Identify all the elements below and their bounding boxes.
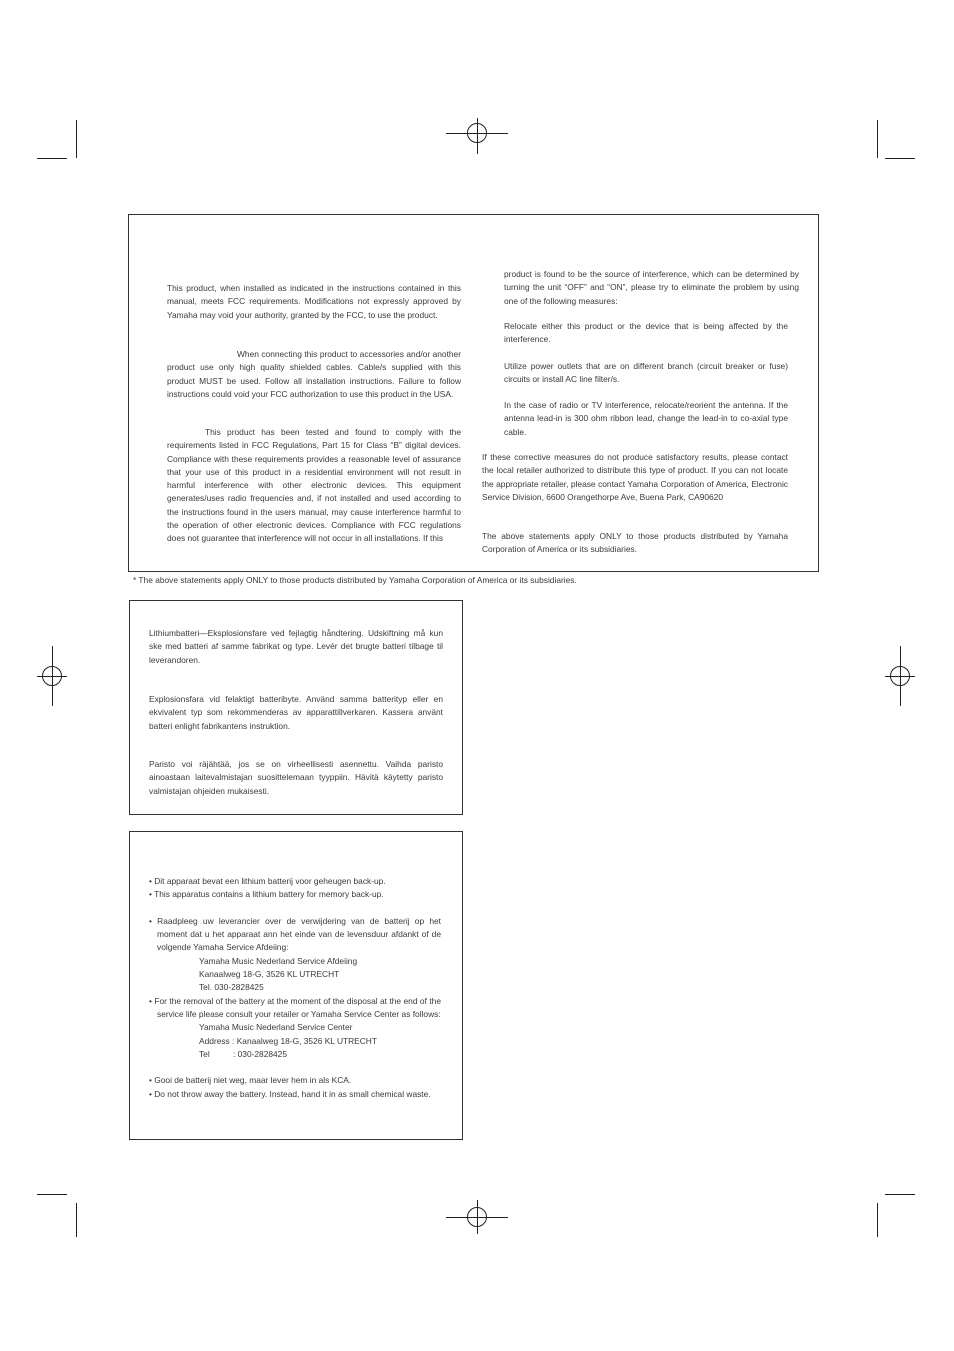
list-item: • Dit apparaat bevat een lithium batterij voor geheugen back-up. (149, 876, 386, 886)
battery-disposal-list (149, 875, 441, 1101)
address-line: Yamaha Music Nederland Service Afdeiing (199, 955, 358, 966)
list-item: • Do not throw away the battery. Instead, hand it in as small chemical waste. (149, 1088, 431, 1099)
fcc-measure-2: Utilize power outlets that are on different branch (circuit breaker or fuse) circuits or install AC line filter/s. (504, 361, 788, 385)
fcc-paragraph-2: When connecting this product to accessories and/or another product use only high quality shielded cables. Cable/s supplied with this product MUST be used. Follow all installation instructions. Failure to follow instructions could void your FCC authorization to use this product in the USA. (167, 349, 461, 399)
crop-mark (76, 120, 77, 158)
fcc-paragraph-1: This product, when installed as indicated in the instructions contained in this manual, meets FCC requirements. Modifications not expressly approved by Yamaha may void your authority, granted by the FCC, to use the product. (167, 283, 461, 320)
crop-mark (37, 158, 67, 159)
list-item: • Gooi de batterij niet weg, maar lever hem in als KCA. (149, 1075, 352, 1086)
crop-mark (37, 1194, 67, 1195)
spacer (149, 902, 441, 915)
list-item: • For the removal of the battery at the moment of the disposal at the end of the service life please consult your retailer or Yamaha Service Center as follows: (149, 995, 441, 1019)
list-item: • This apparatus contains a lithium battery for memory back-up. (149, 889, 384, 900)
crop-mark (76, 1203, 77, 1237)
registration-circle (467, 123, 487, 143)
crop-mark (885, 1194, 915, 1195)
address-line: Yamaha Music Nederland Service Center (199, 1022, 353, 1033)
fcc-paragraph-5: If these corrective measures do not produce satisfactory results, please contact the local retailer authorized to distribute this type of product. If you can not locate the appropriate retailer, please contact Yamaha Corporation of America, Electronic Service Division, 6600 Orangethorpe Ave, Buena Park, CA90620 (482, 452, 788, 502)
registration-circle (467, 1207, 487, 1227)
list-item: • Raadpleeg uw leverancier over de verwijdering van de batterij op het moment dat u het apparaat ann het einde van de levensduur afdankt of de volgende Yamaha Service Afdeiing: (149, 915, 441, 953)
address-line: Address : Kanaalweg 18-G, 3526 KL UTRECHT (199, 1035, 377, 1046)
fcc-footnote: * The above statements apply ONLY to those products distributed by Yamaha Corporation of America or its subsidiaries. (133, 575, 577, 585)
crop-mark (885, 158, 915, 159)
fcc-paragraph-6: The above statements apply ONLY to those products distributed by Yamaha Corporation of America or its subsidiaries. (482, 531, 788, 555)
fcc-measure-1: Relocate either this product or the device that is being affected by the interference. (504, 321, 788, 345)
address-line: Kanaalweg 18-G, 3526 KL UTRECHT (199, 969, 340, 980)
battery-warning-finnish: Paristo voi räjähtää, jos se on virheellisesti asennettu. Vaihda paristo ainoastaan laitevalmistajan suosittelemaan tyyppiin. Hävitä käytetty paristo valmistajan ohjeiden mukaisesti. (149, 759, 443, 796)
address-line: Tel. 030-2828425 (199, 982, 264, 993)
crop-mark (877, 1203, 878, 1237)
fcc-paragraph-3: This product has been tested and found to comply with the requirements listed in FCC Regulations, Part 15 for Class “B” digital devices. Compliance with these requirements provides a reasonable level of assurance that your use of this product in a residential environment will not result in harmful interference with other electronic devices. This equipment generates/uses radio frequencies and, if not installed and used according to the instructions found in the users manual, may cause interference harmful to the operation of other electronic devices. Compliance with FCC regulations does not guarantee that interference will not occur in all installations. If this (167, 427, 461, 544)
fcc-measure-3: In the case of radio or TV interference, relocate/reorient the antenna. If the antenna lead-in is 300 ohm ribbon lead, change the lead-in to co-axial type cable. (504, 400, 788, 437)
battery-warning-danish: Lithiumbatteri—Eksplosionsfare ved fejlagtig håndtering. Udskiftning må kun ske med batteri af samme fabrikat og type. Levér det brugte batteri tilbage til leverandoren. (149, 628, 443, 665)
spacer (149, 1061, 441, 1074)
registration-circle (42, 666, 62, 686)
registration-circle (890, 666, 910, 686)
address-line: Tel : 030-2828425 (199, 1048, 287, 1059)
fcc-paragraph-4: product is found to be the source of interference, which can be determined by turning the unit “OFF” and “ON”, please try to eliminate the problem by using one of the following measures: (504, 269, 799, 306)
battery-warning-swedish: Explosionsfara vid felaktigt batteribyte. Använd samma batterityp eller en ekvivalent typ som rekommenderas av apparattillverkaren. Kassera använt batteri enlight fabrikantens instruktion. (149, 694, 443, 731)
crop-mark (877, 120, 878, 158)
